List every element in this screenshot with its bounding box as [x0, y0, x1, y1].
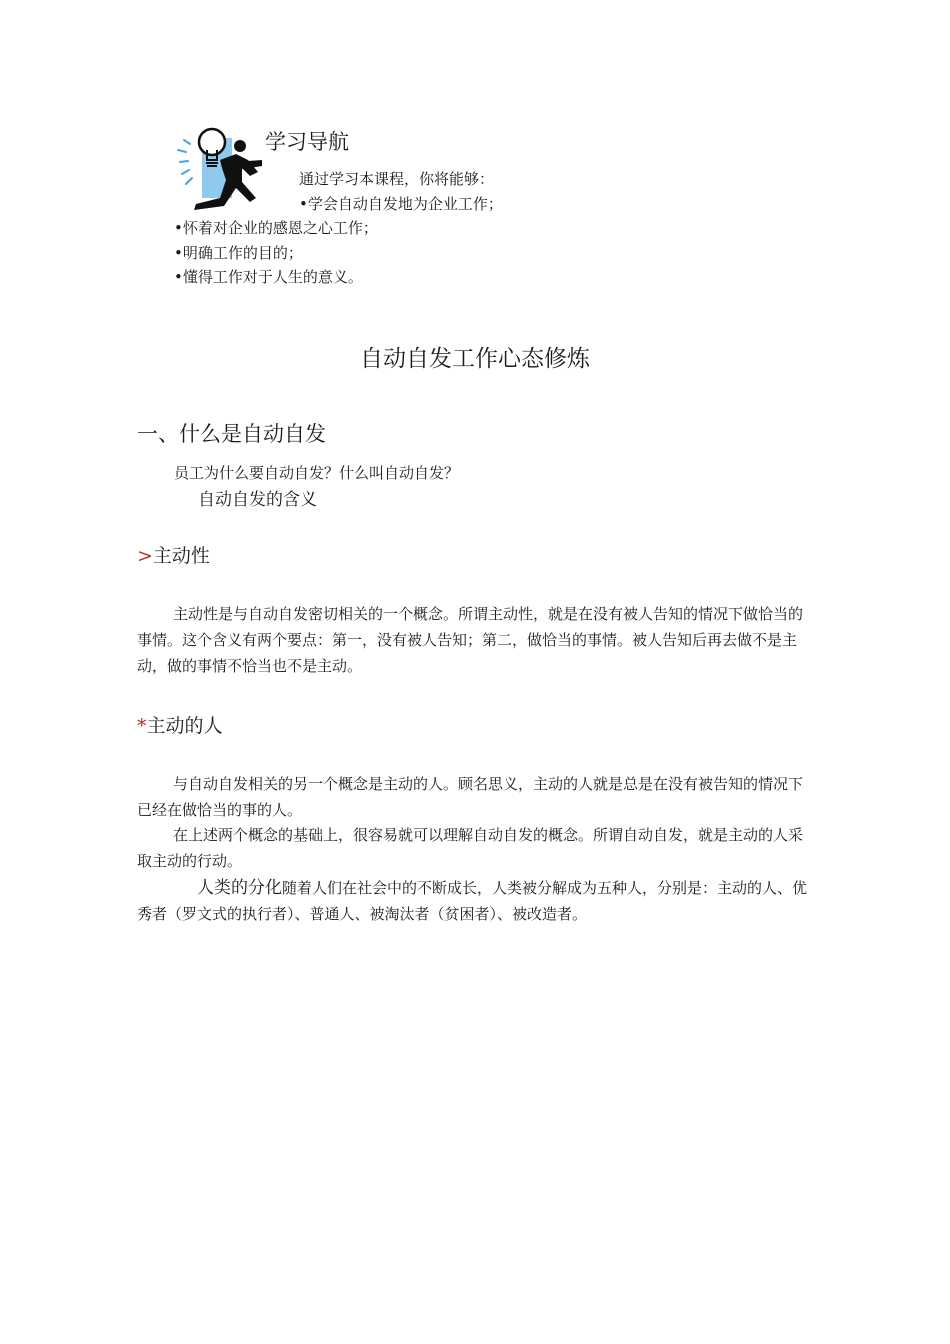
nav-intro: 通过学习本课程，你将能够：: [299, 170, 495, 188]
initiative-heading: [137, 541, 210, 568]
proactive-person-paragraph-2: 在上述两个概念的基础上，很容易就可以理解自动自发的概念。所谓自动自发，就是主动的人采取主动的行动。: [137, 826, 804, 870]
nav-goal-1: •学会自动自发地为企业工作；: [299, 195, 503, 213]
learning-nav-title: 学习导航: [265, 130, 349, 154]
proactive-person-heading-text: 主动的人: [146, 715, 223, 737]
document-title: 自动自发工作心态修炼: [360, 346, 590, 372]
section-question: 员工为什么要自动自发？什么叫自动自发？: [174, 464, 460, 482]
asterisk-marker: *: [137, 715, 147, 737]
classification-paragraph: [137, 875, 807, 927]
proactive-person-heading: [137, 711, 223, 738]
meaning-heading: 自动自发的含义: [198, 490, 317, 510]
section-heading: 一、什么是自动自发: [137, 422, 326, 446]
nav-goal-2: •怀着对企业的感恩之心工作；: [174, 219, 378, 237]
lightbulb-runner-icon: [176, 120, 268, 216]
classification-lead: 人类的分化: [197, 878, 282, 898]
gt-marker: >: [137, 545, 153, 567]
proactive-person-paragraph-1: 与自动自发相关的另一个概念是主动的人。顾名思义，主动的人就是总是在没有被告知的情况下已经在做恰当的事的人。: [137, 775, 804, 819]
initiative-heading-text: 主动性: [152, 545, 210, 567]
initiative-paragraph: 主动性是与自动自发密切相关的一个概念。所谓主动性，就是在没有被人告知的情况下做恰当的事情。这个含义有两个要点：第一，没有被人告知；第二，做恰当的事情。被人告知后再去做不是主动，做的事情不恰当也不是主动。: [137, 605, 804, 675]
nav-goal-4: •懂得工作对于人生的意义。: [174, 268, 363, 286]
classification-text: 随着人们在社会中的不断成长，人类被分解成为五种人，分别是：主动的人、优秀者（罗文式的执行者）、普通人、被淘汰者（贫困者）、被改造者。: [137, 879, 808, 923]
nav-goal-3: •明确工作的目的；: [174, 244, 303, 262]
